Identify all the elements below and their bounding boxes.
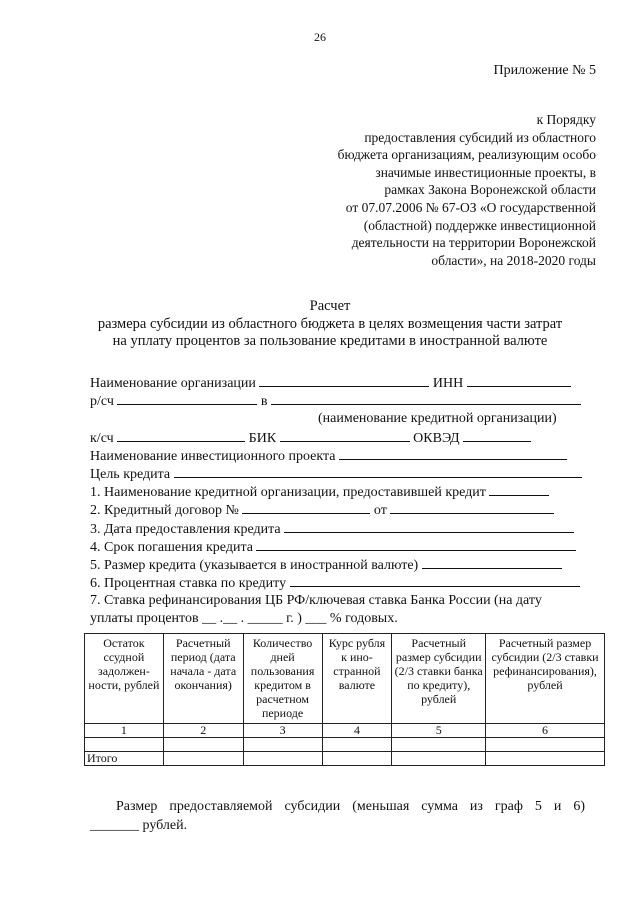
contract-date-field[interactable]	[390, 501, 554, 514]
item5-field[interactable]	[422, 556, 562, 569]
order-reference	[338, 111, 596, 269]
item6-row	[90, 574, 600, 592]
corr-account-field[interactable]	[117, 429, 245, 442]
contract-number-field[interactable]	[242, 501, 370, 514]
corr-account-label: к/сч	[90, 430, 114, 446]
bank-hint: (наименование кредитной организации)	[318, 411, 557, 427]
item5-label: 5. Размер кредита (указывается в иностранной валюте)	[90, 557, 419, 573]
project-name-row	[90, 447, 600, 465]
item3-field[interactable]	[284, 520, 574, 533]
account-field[interactable]	[117, 392, 257, 405]
item6-label: 6. Процентная ставка по кредиту	[90, 576, 287, 592]
item5-row	[90, 556, 600, 574]
column-number: 5	[392, 724, 486, 738]
okved-label: ОКВЭД	[413, 430, 460, 446]
org-name-field[interactable]	[259, 374, 429, 387]
table-number-row	[85, 724, 605, 738]
corr-account-row	[90, 429, 600, 447]
subsidy-total-line: Размер предоставляемой субсидии (меньшая сумма из граф 5 и 6)	[116, 799, 585, 814]
title-line: размера субсидии из областного бюджета в целях возмещения части затрат	[97, 315, 563, 332]
item3-label: 3. Дата предоставления кредита	[90, 521, 281, 537]
item4-label: 4. Срок погашения кредита	[90, 539, 253, 555]
item6-field[interactable]	[290, 574, 580, 587]
credit-purpose-label: Цель кредита	[90, 466, 171, 482]
order-reference-line: деятельности на территории Воронежской	[351, 235, 596, 251]
account-row	[90, 392, 600, 410]
inn-field[interactable]	[467, 374, 571, 387]
title-line: Расчет	[309, 298, 351, 314]
bank-in-label: в	[260, 394, 268, 410]
table-cell[interactable]	[85, 738, 164, 752]
order-reference-line: области», на 2018-2020 годы	[431, 252, 596, 268]
table-cell[interactable]	[243, 738, 322, 752]
credit-purpose-field[interactable]	[174, 465, 582, 478]
order-reference-line: бюджета организациям, реализующим особо	[337, 147, 596, 163]
column-number: 4	[322, 724, 392, 738]
account-label: р/сч	[90, 394, 114, 410]
subsidy-total-amount: _______ рублей.	[90, 818, 188, 833]
appendix-heading: Приложение № 5	[493, 63, 596, 78]
table-cell[interactable]	[392, 738, 486, 752]
order-reference-line: к Порядку	[536, 112, 596, 127]
column-number: 6	[486, 724, 605, 738]
column-number: 3	[243, 724, 322, 738]
table-cell[interactable]	[322, 752, 392, 766]
title-line: на уплату процентов за пользование кредитами в иностранной валюте	[112, 333, 548, 349]
form-fields	[90, 374, 600, 629]
item1-label: 1. Наименование кредитной организации, предоставившей кредит	[90, 485, 486, 501]
calculation-table	[84, 633, 605, 766]
bank-name-field[interactable]	[271, 392, 581, 405]
table-cell[interactable]	[243, 752, 322, 766]
subsidy-total	[90, 797, 585, 835]
bik-label: БИК	[248, 430, 277, 446]
item7-line: 7. Ставка рефинансирования ЦБ РФ/ключевая ставка Банка России (на дату	[90, 593, 542, 609]
table-row	[85, 738, 605, 752]
item2-from-label: от	[373, 503, 387, 519]
table-header-cell: Расчетный период (дата начала - дата окончания)	[163, 634, 243, 724]
table-cell[interactable]	[163, 752, 243, 766]
table-header-cell: Расчетный размер субсидии (2/3 ставки рефинансирования), рублей	[486, 634, 605, 724]
table-cell[interactable]	[163, 738, 243, 752]
item4-field[interactable]	[256, 538, 576, 551]
item7-line: уплаты процентов __ .__ . _____ г. ) ___ % годовых.	[90, 611, 398, 627]
order-reference-line: предоставления субсидий из областного	[364, 129, 596, 145]
inn-label: ИНН	[432, 376, 464, 391]
table-header-cell: Остаток ссудной задолжен-ности, рублей	[85, 634, 164, 724]
total-label: Итого	[85, 752, 164, 766]
table-header-cell: Количество дней пользования кредитом в расчетном периоде	[243, 634, 322, 724]
item1-field[interactable]	[489, 483, 549, 496]
table-cell[interactable]	[322, 738, 392, 752]
order-reference-line: значимые инвестиционные проекты, в	[375, 164, 596, 180]
item3-row	[90, 520, 600, 538]
bik-field[interactable]	[280, 429, 410, 442]
column-number: 2	[163, 724, 243, 738]
org-name-row	[90, 374, 600, 392]
order-reference-line: от 07.07.2006 № 67-ОЗ «О государственной	[345, 199, 596, 215]
order-reference-line: (областной) поддержке инвестиционной	[363, 217, 596, 233]
item2-label: 2. Кредитный договор №	[90, 503, 239, 519]
table-cell[interactable]	[486, 738, 605, 752]
table-cell[interactable]	[486, 752, 605, 766]
order-reference-line: рамках Закона Воронежской области	[384, 182, 596, 198]
project-name-field[interactable]	[339, 447, 567, 460]
credit-purpose-row	[90, 465, 600, 483]
org-name-label: Наименование организации	[90, 376, 256, 391]
table-total-row	[85, 752, 605, 766]
table-header-cell: Расчетный размер субсидии (2/3 ставки банка по кредиту), рублей	[392, 634, 486, 724]
table-header-row	[85, 634, 605, 724]
column-number: 1	[85, 724, 164, 738]
item4-row	[90, 538, 600, 556]
item1-row	[90, 483, 600, 501]
table-header-cell: Курс рубля к ино-странной валюте	[322, 634, 392, 724]
page-number: 26	[314, 30, 326, 44]
item2-row	[90, 501, 600, 519]
table-cell[interactable]	[392, 752, 486, 766]
document-title	[60, 298, 600, 351]
project-name-label: Наименование инвестиционного проекта	[90, 448, 336, 464]
okved-field[interactable]	[463, 429, 531, 442]
